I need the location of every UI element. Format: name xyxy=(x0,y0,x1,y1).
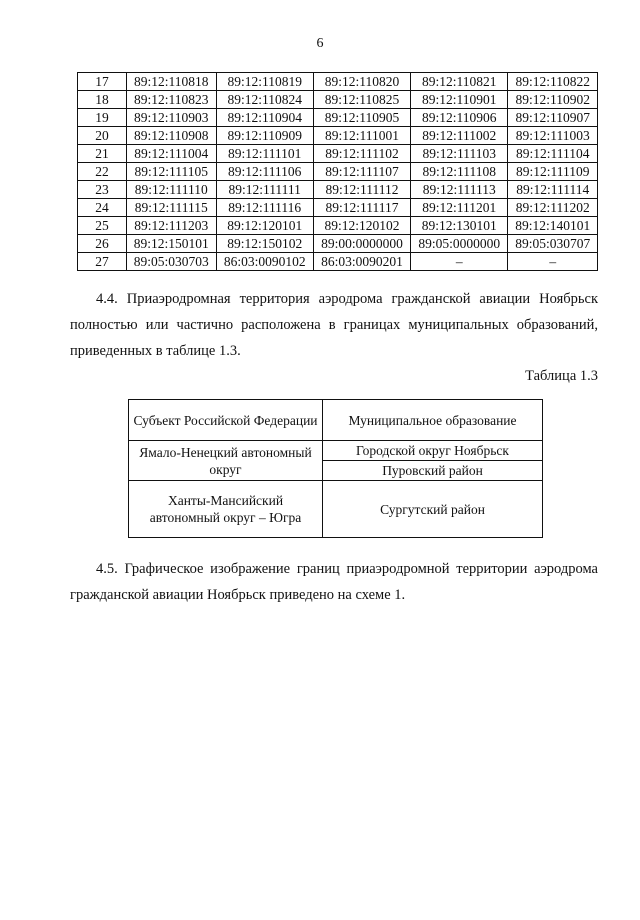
code-cell: 89:12:110906 xyxy=(411,109,508,127)
code-cell: 89:12:111203 xyxy=(127,217,217,235)
code-cell: 89:12:110909 xyxy=(216,127,313,145)
row-number-cell: 22 xyxy=(78,163,127,181)
header-municipality: Муниципальное образование xyxy=(323,400,543,441)
code-cell: – xyxy=(508,253,598,271)
table-row xyxy=(78,145,598,163)
table-row xyxy=(78,253,598,271)
code-cell: 89:12:111001 xyxy=(313,127,410,145)
paragraph-4-5 xyxy=(70,556,598,608)
code-cell: 89:12:111108 xyxy=(411,163,508,181)
cadastral-codes-table xyxy=(77,72,598,271)
row-number-cell: 26 xyxy=(78,235,127,253)
municipality-cell: Пуровский район xyxy=(323,461,543,481)
row-number-cell: 23 xyxy=(78,181,127,199)
header-subject: Субъект Российской Федерации xyxy=(129,400,323,441)
row-number-cell: 25 xyxy=(78,217,127,235)
code-cell: 89:12:111107 xyxy=(313,163,410,181)
code-cell: 89:05:030707 xyxy=(508,235,598,253)
table-row xyxy=(78,163,598,181)
code-cell: 89:12:111112 xyxy=(313,181,410,199)
code-cell: 89:12:110819 xyxy=(216,73,313,91)
code-cell: 89:12:111102 xyxy=(313,145,410,163)
code-cell: 89:12:110905 xyxy=(313,109,410,127)
code-cell: 89:12:150101 xyxy=(127,235,217,253)
code-cell: 89:12:110907 xyxy=(508,109,598,127)
code-cell: 89:12:120101 xyxy=(216,217,313,235)
table-row xyxy=(78,199,598,217)
code-cell: 89:12:111114 xyxy=(508,181,598,199)
code-cell: 89:12:110908 xyxy=(127,127,217,145)
municipality-cell: Сургутский район xyxy=(323,481,543,538)
code-cell: 89:12:111109 xyxy=(508,163,598,181)
code-cell: 89:12:120102 xyxy=(313,217,410,235)
table-row xyxy=(78,91,598,109)
row-number-cell: 19 xyxy=(78,109,127,127)
code-cell: 89:12:111106 xyxy=(216,163,313,181)
code-cell: 86:03:0090102 xyxy=(216,253,313,271)
page-number: 6 xyxy=(316,36,324,51)
paragraph-line: приведенных в таблице 1.3. xyxy=(70,343,241,359)
row-number-cell: 21 xyxy=(78,145,127,163)
code-cell: 89:12:110818 xyxy=(127,73,217,91)
table-row xyxy=(78,181,598,199)
code-cell: 86:03:0090201 xyxy=(313,253,410,271)
code-cell: 89:12:110904 xyxy=(216,109,313,127)
code-cell: 89:05:0000000 xyxy=(411,235,508,253)
code-cell: 89:12:111201 xyxy=(411,199,508,217)
code-cell: 89:12:111103 xyxy=(411,145,508,163)
code-cell: 89:12:111111 xyxy=(216,181,313,199)
table-row xyxy=(78,217,598,235)
subject-cell: Ямало-Ненецкий автономный округ xyxy=(129,441,323,481)
code-cell: 89:12:110821 xyxy=(411,73,508,91)
municipality-cell: Городской округ Ноябрьск xyxy=(323,441,543,461)
code-cell: 89:12:111003 xyxy=(508,127,598,145)
row-number-cell: 20 xyxy=(78,127,127,145)
code-cell: 89:05:030703 xyxy=(127,253,217,271)
code-cell: 89:12:110820 xyxy=(313,73,410,91)
paragraph-line: полностью или частично расположена в границах муниципальных образований, xyxy=(70,317,598,333)
row-number-cell: 24 xyxy=(78,199,127,217)
code-cell: 89:12:110825 xyxy=(313,91,410,109)
table-caption: Таблица 1.3 xyxy=(525,368,598,384)
code-cell: 89:12:110823 xyxy=(127,91,217,109)
code-cell: 89:12:110903 xyxy=(127,109,217,127)
table-row xyxy=(78,73,598,91)
subject-cell: Ханты-Мансийский автономный округ – Югра xyxy=(129,481,323,538)
code-cell: 89:00:0000000 xyxy=(313,235,410,253)
code-cell: 89:12:140101 xyxy=(508,217,598,235)
table-row xyxy=(78,109,598,127)
row-number-cell: 27 xyxy=(78,253,127,271)
paragraph-line: 4.5. Графическое изображение границ приаэродромной территории аэродрома xyxy=(96,561,598,577)
paragraph-line: 4.4. Приаэродромная территория аэродрома гражданской авиации Ноябрьск xyxy=(96,291,598,307)
code-cell: 89:12:111101 xyxy=(216,145,313,163)
code-cell: 89:12:111110 xyxy=(127,181,217,199)
code-cell: 89:12:150102 xyxy=(216,235,313,253)
table-row xyxy=(78,235,598,253)
code-cell: 89:12:111004 xyxy=(127,145,217,163)
code-cell: 89:12:111113 xyxy=(411,181,508,199)
municipalities-table xyxy=(128,399,543,538)
code-cell: 89:12:111115 xyxy=(127,199,217,217)
paragraph-line: гражданской авиации Ноябрьск приведено на схеме 1. xyxy=(70,587,406,603)
code-cell: 89:12:110824 xyxy=(216,91,313,109)
code-cell: 89:12:111002 xyxy=(411,127,508,145)
row-number-cell: 18 xyxy=(78,91,127,109)
code-cell: 89:12:111117 xyxy=(313,199,410,217)
row-number-cell: 17 xyxy=(78,73,127,91)
code-cell: 89:12:111104 xyxy=(508,145,598,163)
code-cell: 89:12:111202 xyxy=(508,199,598,217)
code-cell: 89:12:130101 xyxy=(411,217,508,235)
paragraph-4-4 xyxy=(70,286,598,364)
code-cell: 89:12:110822 xyxy=(508,73,598,91)
code-cell: 89:12:111105 xyxy=(127,163,217,181)
table-row xyxy=(78,127,598,145)
code-cell: 89:12:111116 xyxy=(216,199,313,217)
code-cell: 89:12:110901 xyxy=(411,91,508,109)
code-cell: 89:12:110902 xyxy=(508,91,598,109)
code-cell: – xyxy=(411,253,508,271)
